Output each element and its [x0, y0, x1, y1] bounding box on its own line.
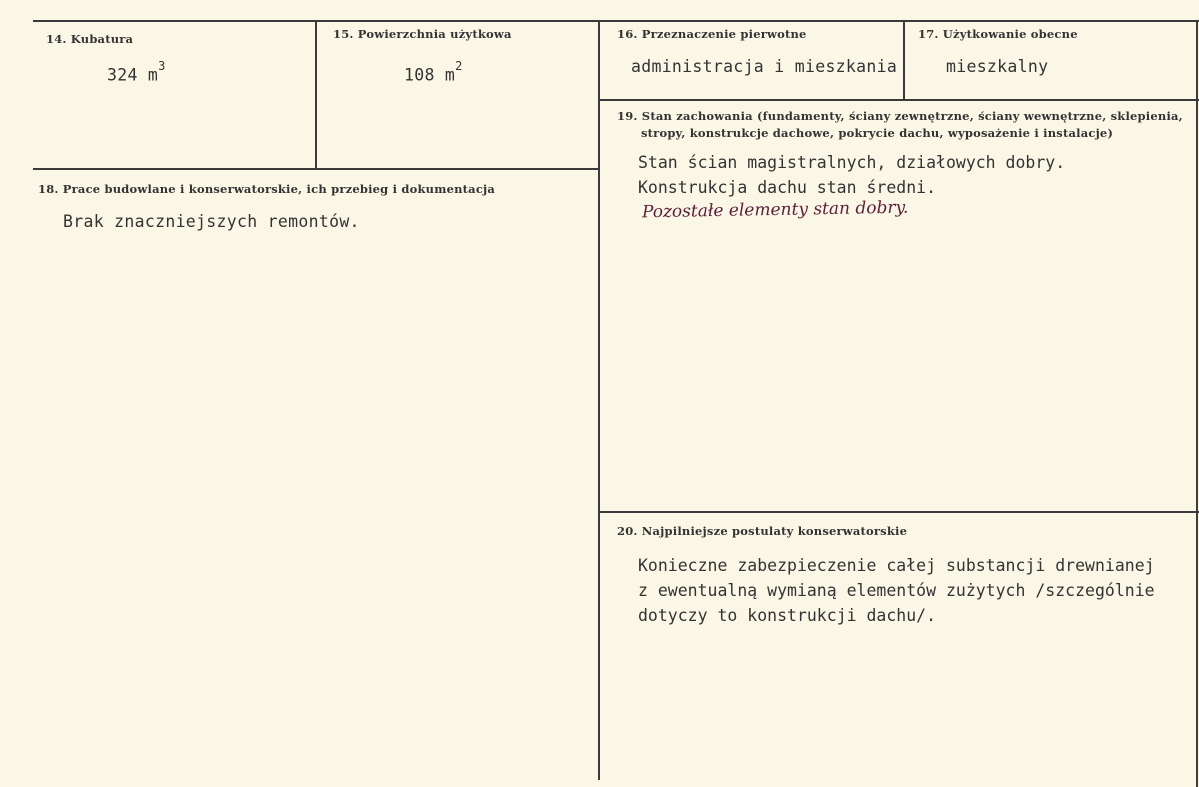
- stan-zachowania-label: 19. Stan zachowania (fundamenty, ściany zewnętrzne, ściany wewnętrzne, sklepienia, stropy, konstrukcje dachowe, pokrycie dachu, wyposażenie i instalacje): [617, 109, 1183, 140]
- horizontal-14-18: [33, 168, 600, 170]
- przeznaczenie-value: administracja i mieszkania: [631, 57, 898, 76]
- powierzchnia-value: [404, 59, 463, 85]
- przeznaczenie-label: 16. Przeznaczenie pierwotne: [617, 27, 807, 41]
- powierzchnia-label: 15. Powierzchnia użytkowa: [333, 27, 512, 41]
- postulaty-line-3: dotyczy to konstrukcji dachu/.: [638, 606, 937, 625]
- horizontal-16-19: [598, 99, 1199, 101]
- kubatura-value: [107, 59, 166, 85]
- kubatura-label: 14. Kubatura: [46, 32, 134, 46]
- prace-value: Brak znaczniejszych remontów.: [63, 212, 360, 231]
- divider-14-15: [315, 20, 317, 169]
- uzytkowanie-label: 17. Użytkowanie obecne: [918, 27, 1078, 41]
- horizontal-19-20: [598, 511, 1199, 513]
- postulaty-text: [638, 553, 1155, 628]
- divider-15-16: [598, 20, 600, 780]
- stan-handwritten-note: Pozostałe elementy stan dobry.: [641, 197, 909, 223]
- postulaty-line-1: Konieczne zabezpieczenie całej substancji drewnianej: [638, 556, 1155, 575]
- divider-16-17: [903, 20, 905, 100]
- stan-line-2: Konstrukcja dachu stan średni.: [638, 178, 937, 197]
- prace-label: 18. Prace budowlane i konserwatorskie, ich przebieg i dokumentacja: [38, 182, 496, 196]
- kubatura-unit-exponent: 3: [158, 59, 166, 73]
- kubatura-number: 324 m: [107, 65, 159, 85]
- powierzchnia-number: 108 m: [404, 65, 456, 85]
- powierzchnia-unit-exponent: 2: [455, 59, 463, 73]
- postulaty-label: 20. Najpilniejsze postulaty konserwatorskie: [617, 524, 908, 538]
- top-border-line: [33, 20, 1199, 22]
- postulaty-line-2: z ewentualną wymianą elementów zużytych /szczególnie: [638, 581, 1155, 600]
- uzytkowanie-value: mieszkalny: [946, 57, 1049, 76]
- stan-zachowania-text: [638, 150, 1065, 200]
- stan-line-1: Stan ścian magistralnych, działowych dobry.: [638, 153, 1066, 172]
